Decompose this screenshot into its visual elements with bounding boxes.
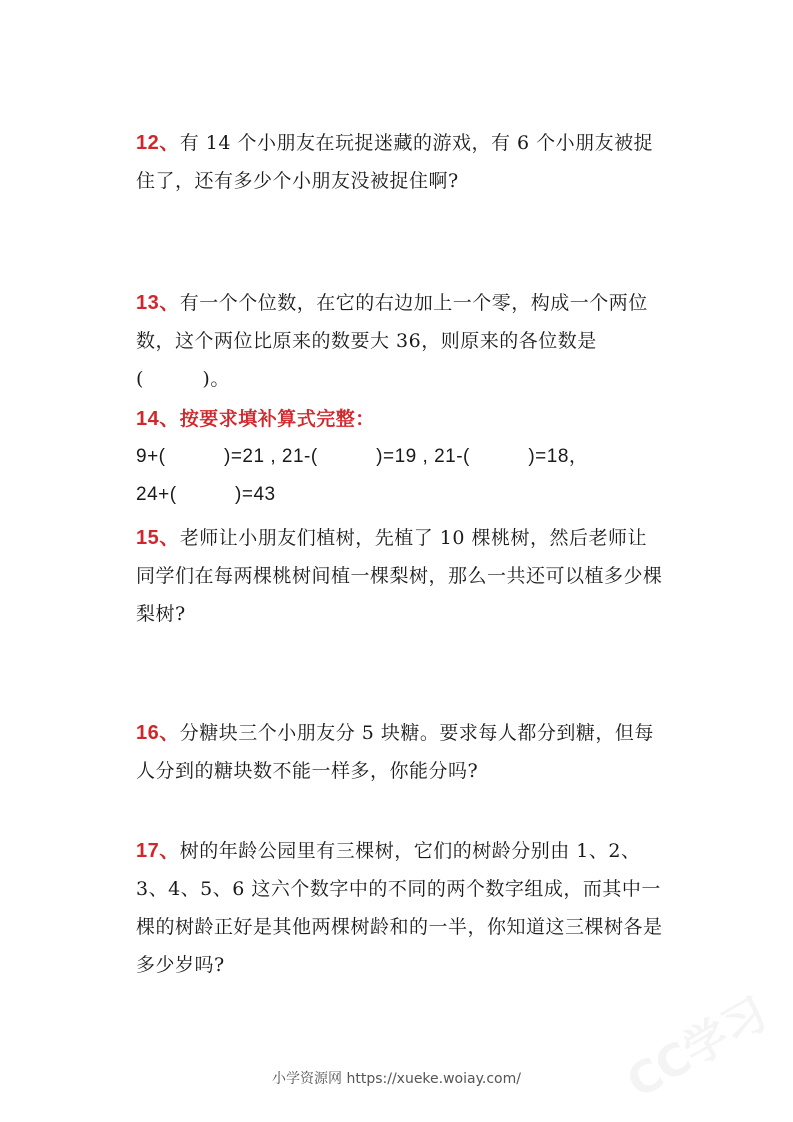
question-13 <box>136 284 666 398</box>
question-number: 15、 <box>136 527 180 549</box>
question-16 <box>136 714 666 790</box>
question-14 <box>136 400 666 514</box>
question-number: 13、 <box>136 292 180 314</box>
question-text: 有一个个位数，在它的右边加上一个零，构成一个两位数，这个两位比原来的数要大 36，则原来的各位数是( )。 <box>136 292 648 390</box>
equation-line-1: 9+( )=21 , 21-( )=19 , 21-( )=18， <box>136 446 589 467</box>
question-number: 14、 <box>136 408 180 430</box>
question-number: 12、 <box>136 132 180 154</box>
question-text: 有 14 个小朋友在玩捉迷藏的游戏，有 6 个小朋友被捉住了，还有多少个小朋友没被捉住啊? <box>136 132 654 192</box>
watermark-logo: CC学习 <box>618 987 777 1109</box>
question-title: 按要求填补算式完整： <box>179 408 375 430</box>
question-number: 17、 <box>136 840 180 862</box>
question-text: 树的年龄公园里有三棵树，它们的树龄分别由 1、2、3、4、5、6 这六个数字中的不同的两个数字组成，而其中一棵的树龄正好是其他两棵树龄和的一半，你知道这三棵树各是多少岁吗? <box>136 840 663 976</box>
question-number: 16、 <box>136 722 180 744</box>
question-text: 老师让小朋友们植树，先植了 10 棵桃树，然后老师让同学们在每两棵桃树间植一棵梨树，那么一共还可以植多少棵梨树? <box>136 527 663 625</box>
equation-line-2: 24+( )=43 <box>136 484 276 505</box>
question-text: 分糖块三个小朋友分 5 块糖。要求每人都分到糖，但每人分到的糖块数不能一样多，你能分吗? <box>136 722 654 782</box>
question-12 <box>136 124 666 200</box>
question-15 <box>136 519 666 633</box>
question-17 <box>136 832 666 984</box>
footer-source: 小学资源网 https://xueke.woiay.com/ <box>272 1071 521 1087</box>
